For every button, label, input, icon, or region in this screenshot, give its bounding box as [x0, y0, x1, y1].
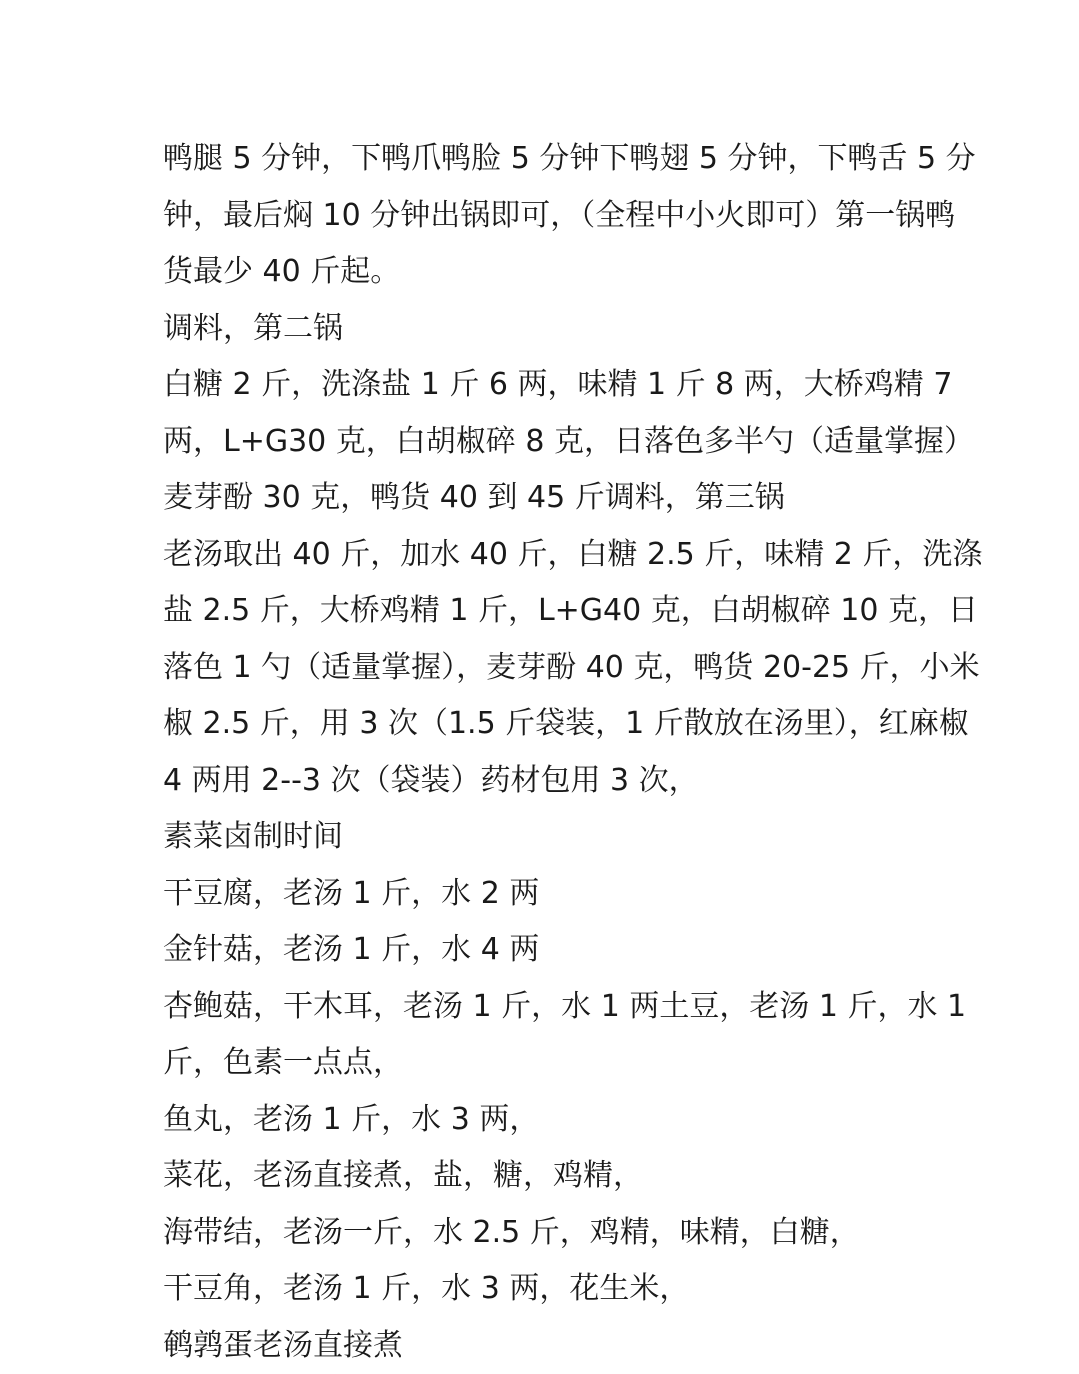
text-line: 麦芽酚 30 克，鸭货 40 到 45 斤调料，第三锅 [163, 470, 923, 527]
text-line: 椒 2.5 斤，用 3 次（1.5 斤袋装，1 斤散放在汤里），红麻椒 [163, 696, 923, 753]
text-line: 金针菇，老汤 1 斤，水 4 两 [163, 922, 923, 979]
text-line: 海带结，老汤一斤，水 2.5 斤，鸡精，味精，白糖， [163, 1205, 923, 1262]
text-line: 菜花，老汤直接煮，盐，糖，鸡精， [163, 1148, 923, 1205]
text-line: 白糖 2 斤，洗涤盐 1 斤 6 两，味精 1 斤 8 两，大桥鸡精 7 [163, 357, 923, 414]
text-line: 钟，最后焖 10 分钟出锅即可，（全程中小火即可）第一锅鸭 [163, 188, 923, 245]
text-line: 干豆腐，老汤 1 斤，水 2 两 [163, 866, 923, 923]
recipe-text-block [163, 131, 923, 1374]
text-line: 鸭腿 5 分钟，下鸭爪鸭脸 5 分钟下鸭翅 5 分钟，下鸭舌 5 分 [163, 131, 923, 188]
section-heading: 调料，第二锅 [163, 301, 923, 358]
text-line: 盐 2.5 斤，大桥鸡精 1 斤，L+G40 克，白胡椒碎 10 克，日 [163, 583, 923, 640]
text-line: 4 两用 2--3 次（袋装）药材包用 3 次， [163, 753, 923, 810]
text-line: 斤，色素一点点， [163, 1035, 923, 1092]
section-heading: 素菜卤制时间 [163, 809, 923, 866]
text-line: 老汤取出 40 斤，加水 40 斤，白糖 2.5 斤，味精 2 斤，洗涤 [163, 527, 923, 584]
text-line: 干豆角，老汤 1 斤，水 3 两，花生米， [163, 1261, 923, 1318]
text-line: 货最少 40 斤起。 [163, 244, 923, 301]
text-line: 两，L+G30 克，白胡椒碎 8 克，日落色多半勺（适量掌握） [163, 414, 923, 471]
text-line: 杏鲍菇，干木耳，老汤 1 斤，水 1 两土豆，老汤 1 斤，水 1 [163, 979, 923, 1036]
text-line: 落色 1 勺（适量掌握），麦芽酚 40 克，鸭货 20-25 斤，小米 [163, 640, 923, 697]
text-line: 鹌鹑蛋老汤直接煮 [163, 1318, 923, 1374]
text-line: 鱼丸，老汤 1 斤，水 3 两， [163, 1092, 923, 1149]
